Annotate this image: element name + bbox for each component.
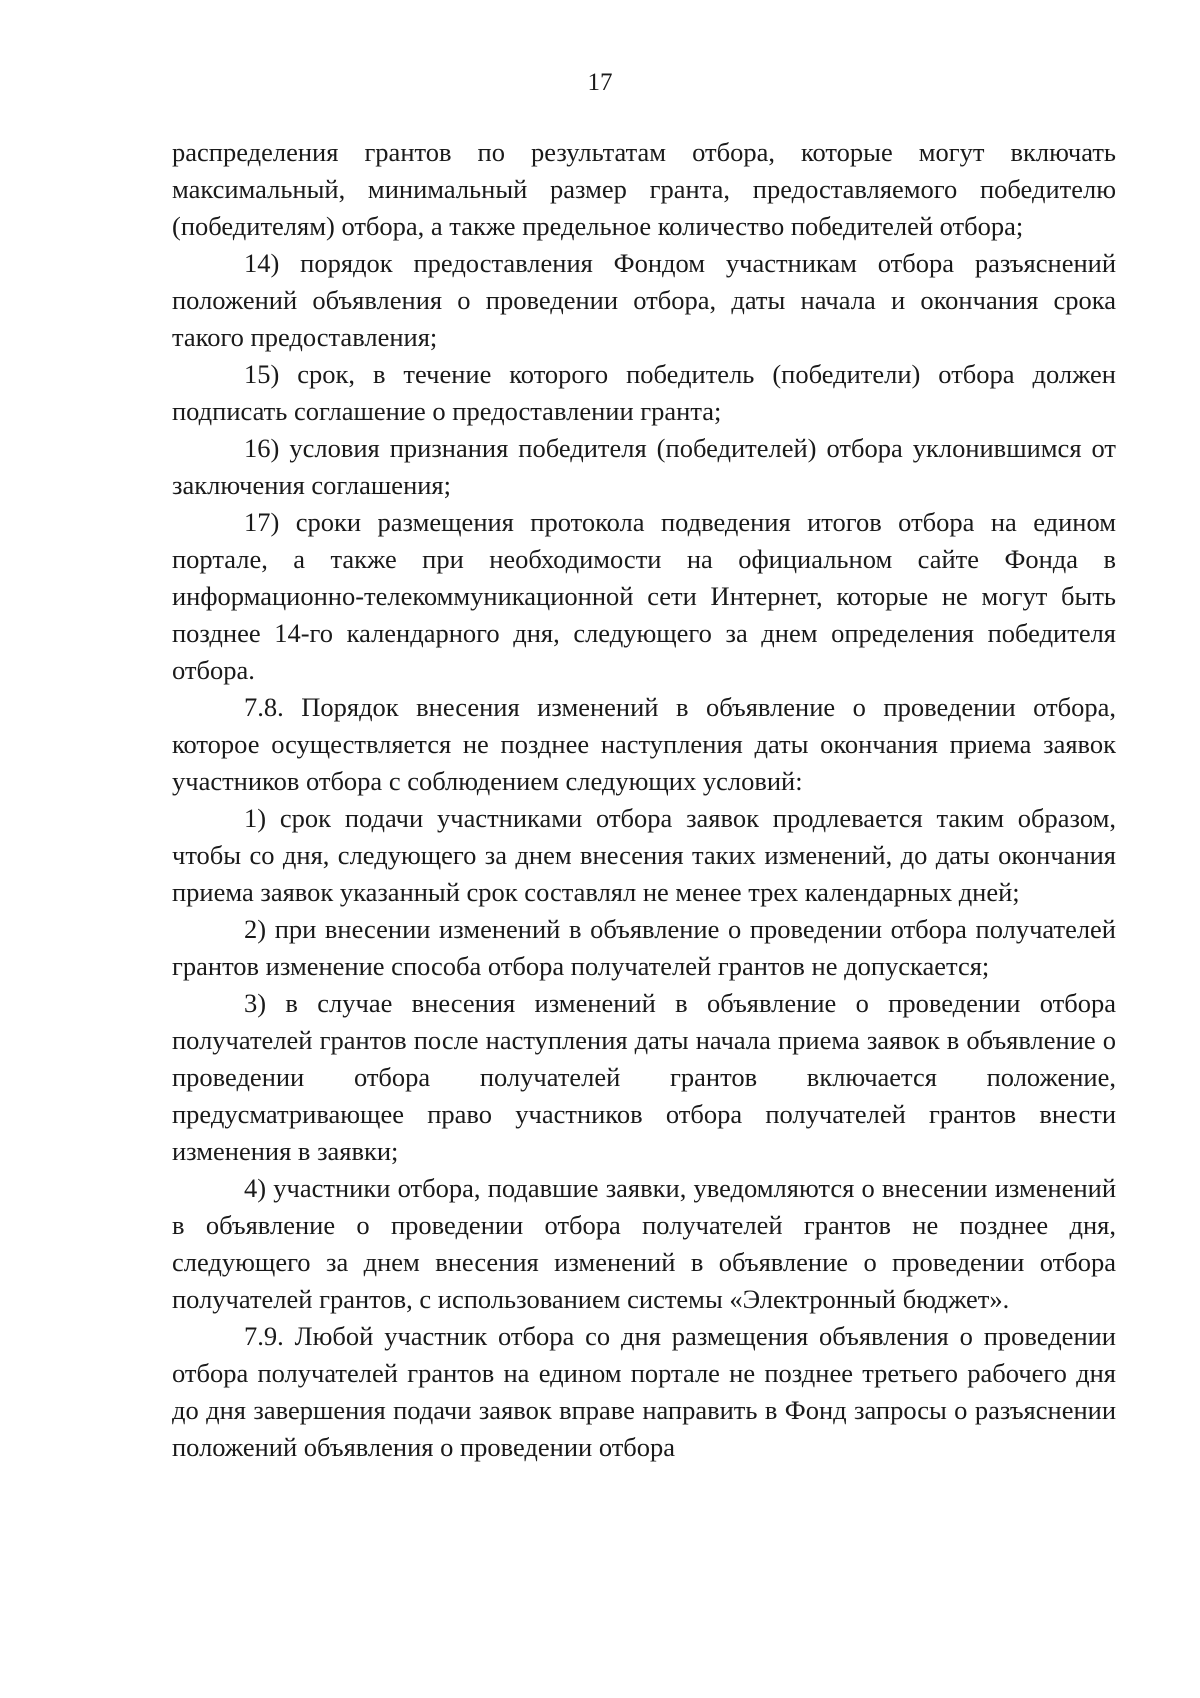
paragraph-item-17: 17) сроки размещения протокола подведения итогов отбора на едином портале, а также при необходимости на официальном сайте Фонда в информационно-телекоммуникационной сети Интернет, которые не могут быть позднее 14-го календарного дня, следующего за днем определения победителя отбора. <box>172 507 1116 685</box>
paragraph-item-1: 1) срок подачи участниками отбора заявок продлевается таким образом, чтобы со дня, следующего за днем внесения таких изменений, до даты окончания приема заявок указанный срок составлял не менее трех календарных дней; <box>172 803 1116 907</box>
paragraph-item-16: 16) условия признания победителя (победителей) отбора уклонившимся от заключения соглашения; <box>172 433 1116 500</box>
paragraph-item-2: 2) при внесении изменений в объявление о проведении отбора получателей грантов изменение способа отбора получателей грантов не допускается; <box>172 914 1116 981</box>
document-body <box>172 134 1116 1466</box>
paragraph-section-7-8: 7.8. Порядок внесения изменений в объявление о проведении отбора, которое осуществляется не позднее наступления даты окончания приема заявок участников отбора с соблюдением следующих условий: <box>172 692 1116 796</box>
paragraph-continuation: распределения грантов по результатам отбора, которые могут включать максимальный, минимальный размер гранта, предоставляемого победителю (победителям) отбора, а также предельное количество победителей отбора; <box>172 137 1116 241</box>
paragraph-item-14: 14) порядок предоставления Фондом участникам отбора разъяснений положений объявления о проведении отбора, даты начала и окончания срока такого предоставления; <box>172 248 1116 352</box>
paragraph-item-15: 15) срок, в течение которого победитель (победители) отбора должен подписать соглашение о предоставлении гранта; <box>172 359 1116 426</box>
page-number: 17 <box>587 69 613 96</box>
paragraph-item-3: 3) в случае внесения изменений в объявление о проведении отбора получателей грантов после наступления даты начала приема заявок в объявление о проведении отбора получателей грантов включается положение, предусматривающее право участников отбора получателей грантов внести изменения в заявки; <box>172 988 1116 1166</box>
paragraph-section-7-9: 7.9. Любой участник отбора со дня размещения объявления о проведении отбора получателей грантов на едином портале не позднее третьего рабочего дня до дня завершения подачи заявок вправе направить в Фонд запросы о разъяснении положений объявления о проведении отбора <box>172 1321 1116 1462</box>
paragraph-item-4: 4) участники отбора, подавшие заявки, уведомляются о внесении изменений в объявление о проведении отбора получателей грантов не позднее дня, следующего за днем внесения изменений в объявление о проведении отбора получателей грантов, с использованием системы «Электронный бюджет». <box>172 1173 1116 1314</box>
